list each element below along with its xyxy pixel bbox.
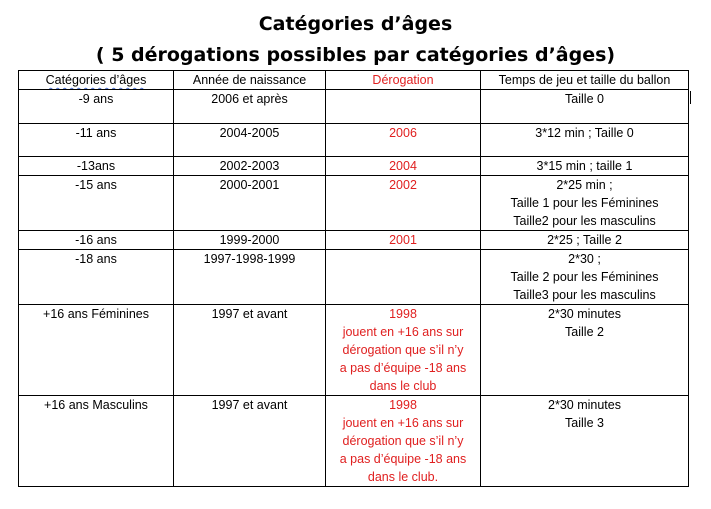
play-time-line: Taille2 pour les masculins	[513, 214, 656, 228]
play-time-line: 3*12 min ; Taille 0	[535, 126, 634, 140]
table-row	[19, 396, 689, 487]
cell-play-time	[481, 231, 689, 250]
play-time-line: Taille 3	[565, 416, 604, 430]
derogation-line: 2006	[389, 126, 417, 140]
cell-category: -13ans	[19, 157, 174, 176]
cell-category: -9 ans	[19, 90, 174, 124]
derogation-line: a pas d’équipe -18 ans	[339, 452, 467, 466]
cell-category: -11 ans	[19, 124, 174, 157]
play-time-line: Taille 0	[565, 92, 604, 106]
derogation-line: jouent en +16 ans sur	[342, 416, 464, 430]
cell-birth-year: 1997-1998-1999	[174, 250, 326, 305]
cell-category: +16 ans Féminines	[19, 305, 174, 396]
header-derogation: Dérogation	[326, 71, 481, 90]
derogation-line: dérogation que s’il n’y	[342, 343, 464, 357]
play-time-line: 3*15 min ; taille 1	[536, 159, 633, 173]
derogation-line: 1998	[389, 398, 417, 412]
cell-category: +16 ans Masculins	[19, 396, 174, 487]
cell-derogation	[326, 124, 481, 157]
cell-derogation	[326, 250, 481, 305]
cell-derogation	[326, 157, 481, 176]
cell-birth-year: 2006 et après	[174, 90, 326, 124]
table-row	[19, 231, 689, 250]
cell-play-time	[481, 305, 689, 396]
derogation-line: jouent en +16 ans sur	[342, 325, 464, 339]
cell-play-time	[481, 396, 689, 487]
table-row	[19, 176, 689, 231]
play-time-line: 2*30 ;	[568, 252, 601, 266]
table-row	[19, 250, 689, 305]
text-cursor	[690, 91, 691, 104]
play-time-line: Taille3 pour les masculins	[513, 288, 656, 302]
cell-birth-year: 2004-2005	[174, 124, 326, 157]
cell-category: -15 ans	[19, 176, 174, 231]
derogation-line: a pas d’équipe -18 ans	[339, 361, 467, 375]
derogation-line: dérogation que s’il n’y	[342, 434, 464, 448]
derogation-line: dans le club.	[367, 470, 439, 484]
play-time-line: 2*25 ; Taille 2	[547, 233, 622, 247]
cell-play-time	[481, 124, 689, 157]
play-time-line: Taille 1 pour les Féminines	[510, 196, 659, 210]
derogation-line: dans le club	[369, 379, 437, 393]
cell-play-time	[481, 250, 689, 305]
cell-play-time	[481, 176, 689, 231]
cell-birth-year: 1997 et avant	[174, 396, 326, 487]
derogation-line: 2004	[389, 159, 417, 173]
table-row	[19, 124, 689, 157]
play-time-line: 2*25 min ;	[556, 178, 613, 192]
cell-derogation	[326, 305, 481, 396]
cell-play-time	[481, 157, 689, 176]
cell-derogation	[326, 176, 481, 231]
document-title: Catégories d’âges	[258, 13, 453, 35]
derogation-line: 2001	[389, 233, 417, 247]
cell-derogation	[326, 90, 481, 124]
cell-birth-year: 2000-2001	[174, 176, 326, 231]
header-birth-year: Année de naissance	[174, 71, 326, 90]
play-time-line: 2*30 minutes	[548, 398, 621, 412]
cell-birth-year: 2002-2003	[174, 157, 326, 176]
derogation-line: 2002	[389, 178, 417, 192]
play-time-line: Taille 2 pour les Féminines	[510, 270, 659, 284]
cell-category: -16 ans	[19, 231, 174, 250]
cell-category: -18 ans	[19, 250, 174, 305]
document-subtitle: ( 5 dérogations possibles par catégories d’âges)	[95, 44, 616, 66]
cell-derogation	[326, 231, 481, 250]
derogation-line: 1998	[389, 307, 417, 321]
age-categories-table	[18, 70, 689, 487]
cell-birth-year: 1999-2000	[174, 231, 326, 250]
play-time-line: 2*30 minutes	[548, 307, 621, 321]
header-play-time: Temps de jeu et taille du ballon	[481, 71, 689, 90]
play-time-line: Taille 2	[565, 325, 604, 339]
table-row	[19, 90, 689, 124]
cell-play-time	[481, 90, 689, 124]
header-category: Catégories d’âges	[19, 71, 174, 90]
table-header-row	[19, 71, 689, 90]
table-row	[19, 157, 689, 176]
table-row	[19, 305, 689, 396]
cell-birth-year: 1997 et avant	[174, 305, 326, 396]
cell-derogation	[326, 396, 481, 487]
